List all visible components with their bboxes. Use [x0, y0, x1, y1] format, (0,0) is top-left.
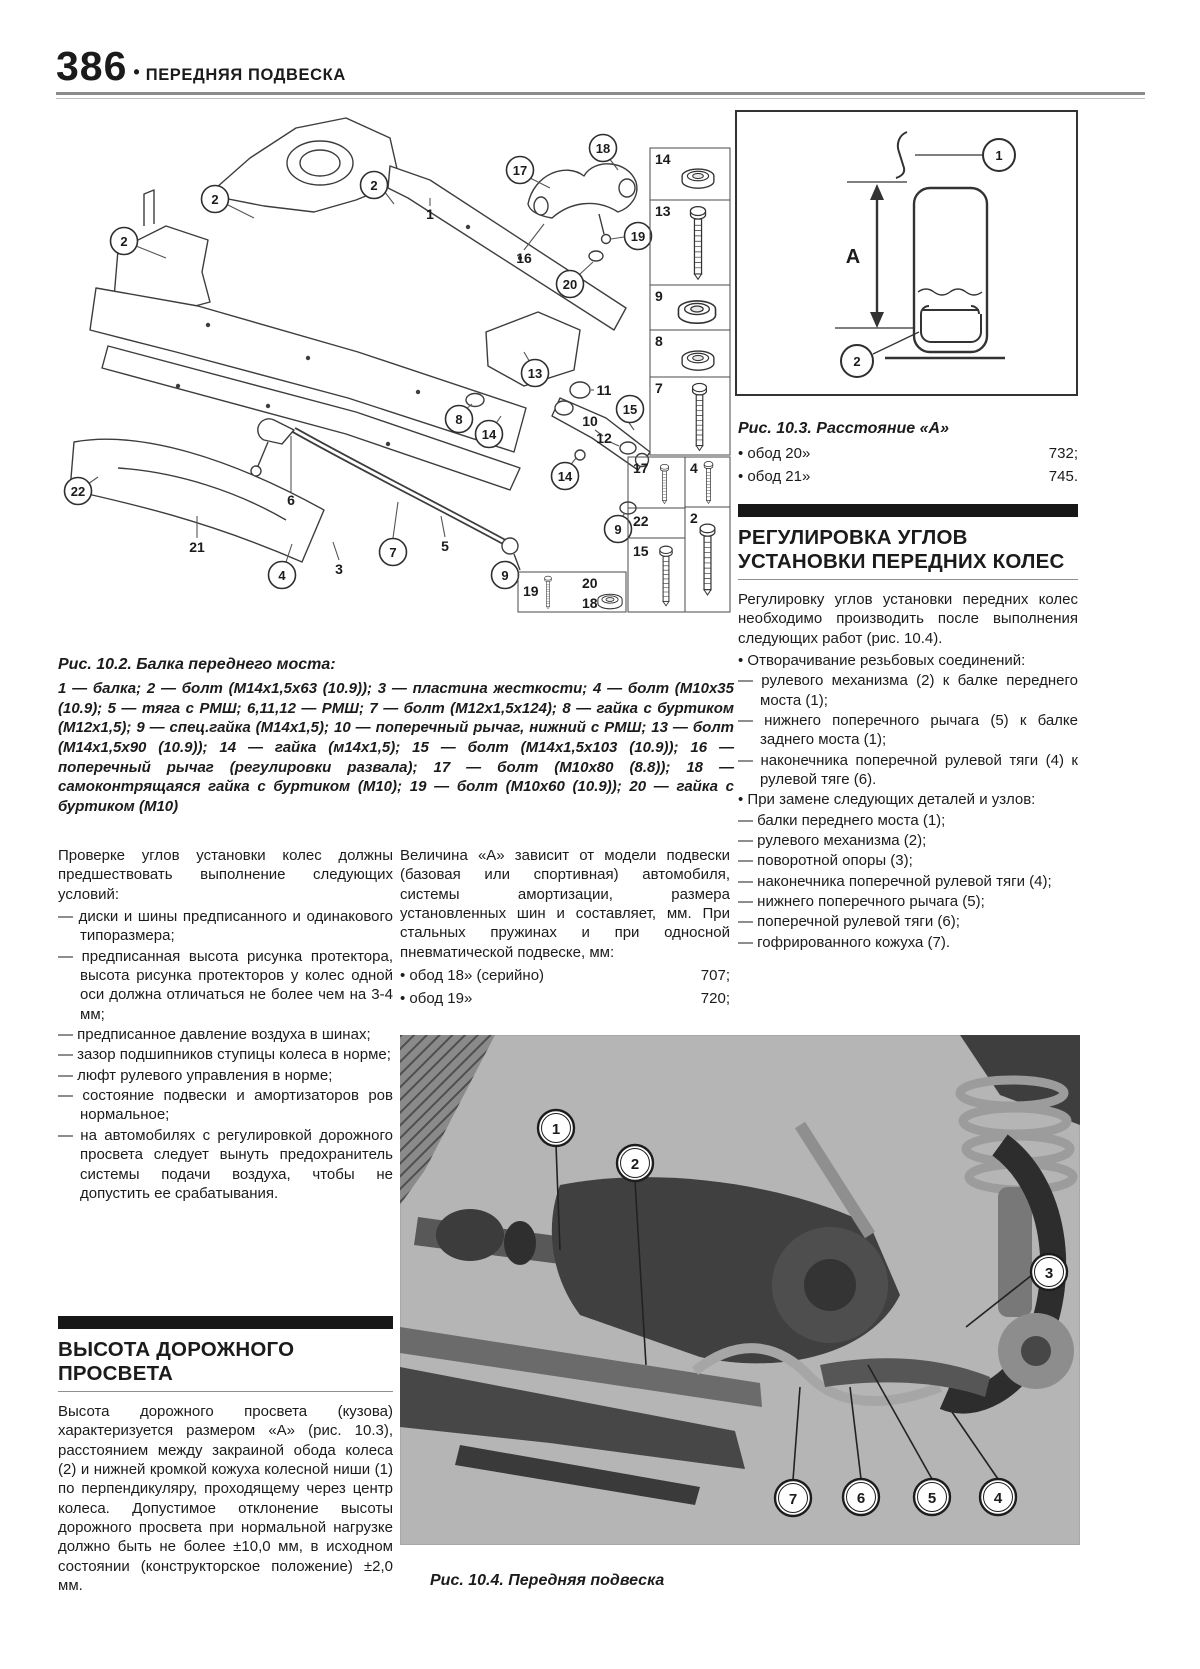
left-stud — [144, 190, 154, 226]
svg-text:2: 2 — [120, 234, 128, 249]
nut-18-icon — [598, 594, 622, 609]
header-rule-thick — [56, 92, 1145, 95]
bushing-11 — [570, 382, 590, 398]
alignment-paragraph: Регулировку углов установки передних колес необходимо производить после выполнения следующих работ (рис. 10.4). — [738, 590, 1078, 647]
left-intro: Проверке углов установки колес должны предшествовать выполнение следующих условий: — [58, 847, 393, 903]
callout-9a — [605, 516, 632, 543]
bolt-7-icon — [693, 383, 707, 450]
photo-callout-2 — [617, 1145, 653, 1181]
fig-10-4-caption: Рис. 10.4. Передняя подвеска — [430, 1572, 665, 1589]
alignment-item: — рулевого механизма (2); — [738, 832, 927, 850]
condition-item: — диски и шины предписанного и одинакового типоразмера; — [58, 908, 393, 945]
callout-19 — [625, 223, 652, 250]
photo-hub-center — [1021, 1336, 1051, 1366]
callout-9b — [492, 562, 519, 589]
photo-callout-3 — [1031, 1254, 1067, 1290]
hw-label-14: 14 — [655, 151, 671, 167]
value-row — [738, 466, 1078, 489]
nut-9-icon — [678, 301, 715, 323]
label-10: 10 — [582, 413, 598, 429]
photo-callout-5 — [914, 1479, 950, 1515]
nut-20-part — [589, 251, 603, 261]
svg-text:2: 2 — [630, 1156, 640, 1173]
svg-text:13: 13 — [527, 366, 543, 381]
chapter-title: ПЕРЕДНЯЯ ПОДВЕСКА — [145, 66, 346, 84]
alignment-item: — рулевого механизма (2) к балке переднего моста (1); — [738, 672, 1078, 709]
section-heading-rule — [58, 1391, 393, 1392]
svg-text:1: 1 — [551, 1121, 561, 1138]
rim-size-value: 732; — [1048, 445, 1078, 462]
fig-10-4-photo — [400, 1035, 1080, 1545]
fig103-callout-2 — [841, 345, 873, 377]
dim-label-a: A — [845, 246, 861, 268]
callout-2b — [202, 186, 229, 213]
label-11: 11 — [596, 382, 612, 398]
fig-10-2-caption-title: Рис. 10.2. Балка переднего моста: — [58, 656, 336, 673]
hw-label-4: 4 — [690, 460, 698, 476]
svg-text:9: 9 — [501, 568, 509, 583]
upper-arm-stud — [599, 214, 604, 234]
dimension-a-paragraph: Величина «А» зависит от модели подвески (базовая или спортивная) автомобиля, системы амортизации, размера установленных шин и составляет, мм. При стальных пружинах и при односной пневматической подвеске, мм: — [400, 847, 730, 961]
alignment-item: — нижнего поперечного рычага (5) к балке заднего моста (1); — [738, 712, 1078, 749]
bolt-15-icon — [660, 546, 672, 606]
callout-18 — [590, 135, 617, 162]
bolt-17-icon — [660, 464, 668, 503]
upper-arm-bushing-right — [619, 179, 635, 197]
upper-arm-ball — [602, 235, 611, 244]
fig-10-2-caption — [58, 656, 734, 816]
photo-cv-boot — [436, 1209, 504, 1261]
inset-label-18: 18 — [582, 595, 598, 611]
label-1: 1 — [426, 206, 434, 222]
nut-8-part — [466, 394, 484, 407]
section-heading-ride-height: ВЫСОТА ДОРОЖНОГО ПРОСВЕТА — [58, 1338, 295, 1385]
callout-8 — [446, 406, 473, 433]
label-12: 12 — [596, 430, 612, 446]
page-number: 386 — [56, 43, 128, 89]
bolt-19-icon — [545, 576, 552, 609]
rim-size-label: • обод 20» — [738, 445, 811, 462]
section-heading-alignment: РЕГУЛИРОВКА УГЛОВ УСТАНОВКИ ПЕРЕДНИХ КОЛЕС — [738, 526, 1065, 573]
label-5: 5 — [441, 538, 449, 554]
bushing-12 — [620, 442, 636, 454]
callout-17 — [507, 157, 534, 184]
rim-size-label: • обод 21» — [738, 467, 811, 485]
svg-text:22: 22 — [70, 484, 86, 499]
inset-label-20: 20 — [582, 575, 598, 591]
svg-text:5: 5 — [927, 1490, 937, 1507]
hw-label-9: 9 — [655, 288, 663, 304]
condition-item: — люфт рулевого управления в норме; — [58, 1066, 333, 1084]
label-3: 3 — [335, 561, 343, 577]
callout-2c — [361, 172, 388, 199]
svg-text:1: 1 — [995, 148, 1003, 163]
callout-15 — [617, 396, 644, 423]
alignment-bullet: • При замене следующих деталей и узлов: — [738, 791, 1036, 809]
callout-2a — [111, 228, 138, 255]
hw-label-13: 13 — [655, 203, 671, 219]
inset-label-22: 22 — [633, 513, 649, 529]
label-6: 6 — [287, 492, 295, 508]
condition-item: — на автомобилях с регулировкой дорожного просвета следует вынуть предохранитель системы подачи воздуха, чтобы не допустить ее срабатывания. — [58, 1126, 393, 1202]
nut-8-icon — [682, 351, 714, 370]
bolt-4-icon — [704, 462, 713, 504]
svg-text:17: 17 — [512, 163, 528, 178]
page-header — [56, 43, 346, 89]
callout-22 — [65, 478, 92, 505]
left-column — [58, 846, 393, 1204]
section-bar — [738, 504, 1078, 517]
section-bar — [58, 1316, 393, 1329]
alignment-item: — поперечной рулевой тяги (6); — [738, 913, 960, 931]
svg-text:2: 2 — [211, 192, 219, 207]
header-separator-dot: • — [133, 62, 140, 82]
svg-text:15: 15 — [622, 402, 638, 417]
pin-14 — [575, 450, 585, 460]
svg-text:20: 20 — [562, 277, 578, 292]
left-column-section — [58, 1316, 393, 1598]
upper-arm-bushing-left — [534, 197, 548, 215]
svg-text:9: 9 — [614, 522, 622, 537]
photo-callout-4 — [980, 1479, 1016, 1515]
fig-10-2-diagram — [58, 100, 733, 650]
section-heading-rule — [738, 579, 1078, 580]
inset-label-15: 15 — [633, 543, 649, 559]
svg-text:6: 6 — [856, 1490, 866, 1507]
arm-bushing — [555, 401, 573, 415]
svg-text:14: 14 — [481, 427, 497, 442]
rim-size-value: 745. — [1048, 467, 1078, 485]
bolt-13-icon — [690, 207, 705, 280]
fig-10-2-parts-list: 1 — балка; 2 — болт (М14х1,5х63 (10.9)); 3 — пластина жесткости; 4 — болт (М10х35 (10.9); 5 — тяга с РМШ; 6,11,12 — РМШ; 7 — болт (М12х1,5х124); 8 — гайка с буртиком (М12х1,5); 9 — спец.гайка (М14х1,5); 10 — поперечный рычаг, нижний с РМШ; 13 — болт (М14х1,5х90 (10.9)); 14 — гайка (м14х1,5); 15 — болт (М14х1,5х103 (10.9)); 16 — поперечный рычаг (регулировки развала); 17 — болт (М10х80 (8.8)); 18 — самоконтрящаяся гайка с буртиком (М10); 19 — болт (М10х60 (10.9)); 20 — гайка с буртиком (М10) — [58, 680, 734, 815]
fig103-callout-1 — [983, 139, 1015, 171]
alignment-item: — балки переднего моста (1); — [738, 811, 946, 829]
hw-label-8: 8 — [655, 333, 663, 349]
svg-text:7: 7 — [389, 545, 397, 560]
rim-size-value: 720; — [700, 989, 730, 1007]
condition-item: — состояние подвески и амортизаторов ров нормальное; — [58, 1087, 393, 1124]
svg-text:2: 2 — [370, 178, 378, 193]
svg-text:19: 19 — [630, 229, 646, 244]
svg-text:4: 4 — [278, 568, 286, 583]
photo-rack-hub — [804, 1259, 856, 1311]
condition-item: — предписанное давление воздуха в шинах; — [58, 1026, 371, 1044]
svg-text:3: 3 — [1044, 1265, 1054, 1282]
fig-10-3-frame — [736, 111, 1077, 395]
hw-label-7: 7 — [655, 380, 663, 396]
tie-rod-ball — [251, 466, 261, 476]
header-rule-thin — [56, 98, 1145, 99]
condition-item: — предписанная высота рисунка протектора, высота рисунка протекторов у колес одной оси должна отличаться не более чем на 3-4 мм; — [58, 947, 393, 1023]
value-row — [400, 988, 730, 1011]
photo-cv-ring — [504, 1221, 536, 1265]
tie-rod-end — [258, 419, 294, 444]
value-row — [400, 965, 730, 988]
label-21: 21 — [189, 539, 205, 555]
callout-14b — [552, 463, 579, 490]
label-16: 16 — [516, 250, 532, 266]
rim-size-value: 707; — [700, 967, 730, 985]
callout-13 — [522, 360, 549, 387]
photo-callout-7 — [775, 1480, 811, 1516]
bolt-2-icon — [700, 524, 715, 595]
svg-text:2: 2 — [853, 354, 861, 369]
tie-rod-stud — [258, 442, 268, 466]
hw-label-2: 2 — [690, 510, 698, 526]
svg-text:18: 18 — [595, 141, 611, 156]
condition-item: — зазор подшипников ступицы колеса в норме; — [58, 1046, 391, 1064]
fig-10-3-diagram — [735, 110, 1078, 397]
alignment-bullet: • Отворачивание резьбовых соединений: — [738, 652, 1026, 669]
callout-20 — [557, 271, 584, 298]
right-column — [738, 420, 1078, 953]
callout-4 — [269, 562, 296, 589]
svg-text:14: 14 — [557, 469, 573, 484]
callout-7 — [380, 539, 407, 566]
inset-label-19: 19 — [523, 583, 539, 599]
alignment-item: — наконечника поперечной рулевой тяги (4); — [738, 872, 1052, 890]
nut-14-icon — [682, 169, 714, 188]
rim-size-label: • обод 18» (серийно) — [400, 967, 545, 985]
alignment-item: — гофрированного кожуха (7). — [738, 933, 951, 951]
alignment-item: — наконечника поперечной рулевой тяги (4) к рулевой тяге (6). — [738, 751, 1078, 789]
photo-callout-1 — [538, 1110, 574, 1146]
svg-text:4: 4 — [993, 1490, 1003, 1507]
svg-text:8: 8 — [455, 412, 463, 427]
svg-text:7: 7 — [788, 1491, 798, 1508]
callout-14a — [476, 421, 503, 448]
alignment-item: — нижнего поперечного рычага (5); — [738, 893, 985, 911]
fig-10-3-caption: Рис. 10.3. Расстояние «А» — [738, 420, 949, 437]
rod-ball-right — [502, 538, 518, 554]
middle-column — [400, 846, 730, 1010]
alignment-item: — поворотной опоры (3); — [738, 852, 913, 870]
ride-height-paragraph: Высота дорожного просвета (кузова) характеризуется размером «А» (рис. 10.3), расстоянием между закраиной обода колеса (2) и нижней кромкой кожуха колесной ниши (1) по перпендикуляру, проходящему через центр колеса. Допустимое отклонение высоты дорожного просвета при нормальной нагрузке должно быть не более ±10,0 мм, в исходном состоянии (конструкторское положение) ±2,0 мм. — [58, 1402, 393, 1595]
inset-label-17: 17 — [633, 460, 649, 476]
value-row — [738, 443, 1078, 466]
photo-callout-6 — [843, 1479, 879, 1515]
rim-size-label: • обод 19» — [400, 989, 473, 1007]
